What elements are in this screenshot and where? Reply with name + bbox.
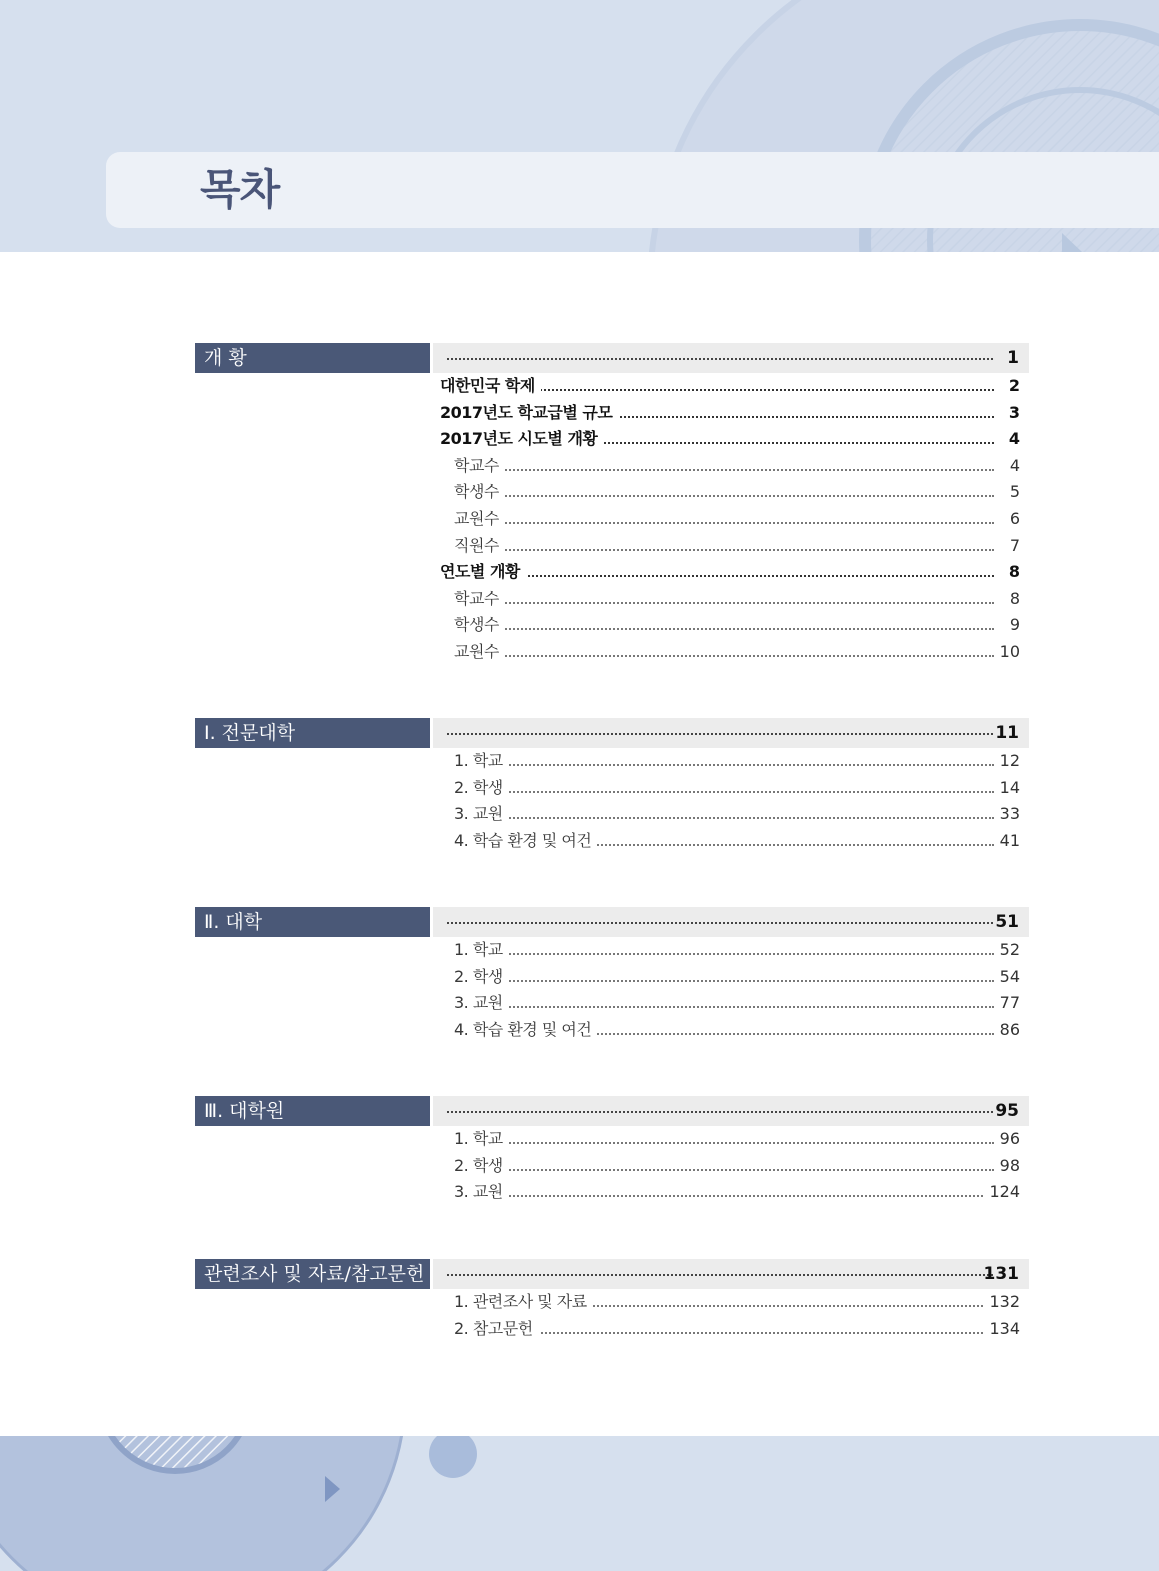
- header-band: [0, 0, 1159, 252]
- toc-entry[interactable]: [454, 1126, 1020, 1152]
- toc-entry-label: 4. 학습 환경 및 여건: [454, 1017, 597, 1043]
- toc-entry-label: 교원수: [454, 639, 505, 665]
- dot-leader: [454, 495, 994, 497]
- toc-entry-label: 교원수: [454, 506, 505, 532]
- toc-entry-page-number: 2: [1005, 373, 1020, 399]
- toc-entry[interactable]: [454, 937, 1020, 963]
- toc-entry-page-number: 124: [985, 1179, 1020, 1205]
- toc-entry[interactable]: [440, 400, 1020, 426]
- page-title: 목차: [200, 165, 280, 214]
- toc-entry-label: 3. 교원: [454, 1179, 509, 1205]
- toc-entry-page-number: 54: [996, 964, 1020, 990]
- dot-leader: [454, 522, 994, 524]
- toc-entry-page-number: 9: [1006, 612, 1020, 638]
- toc-entry[interactable]: [454, 533, 1020, 559]
- toc-entry-page-number: 8: [1005, 559, 1020, 585]
- section-page-number: 51: [995, 912, 1019, 932]
- toc-entry-page-number: 14: [996, 775, 1020, 801]
- toc-entry-page-number: 134: [985, 1316, 1020, 1342]
- toc-entry-page-number: 4: [1006, 453, 1020, 479]
- section-heading-row[interactable]: [433, 718, 1029, 748]
- toc-entry-page-number: 132: [985, 1289, 1020, 1315]
- toc-entry-label: 대한민국 학제: [440, 373, 541, 399]
- toc-entry-page-number: 77: [996, 990, 1020, 1016]
- toc-entry-page-number: 12: [996, 748, 1020, 774]
- dot-leader: [454, 602, 994, 604]
- toc-entry-label: 학생수: [454, 612, 505, 638]
- dot-leader: [447, 358, 993, 360]
- section-label: 관련조사 및 자료/참고문헌: [195, 1259, 430, 1289]
- toc-entry-label: 2. 참고문헌: [454, 1316, 539, 1342]
- toc-entry-label: 1. 관련조사 및 자료: [454, 1289, 593, 1315]
- toc-entry[interactable]: [454, 990, 1020, 1016]
- toc-entry-page-number: 4: [1005, 426, 1020, 452]
- toc-entry-page-number: 33: [996, 801, 1020, 827]
- footer-band: [0, 1436, 1159, 1571]
- dot-leader: [454, 791, 994, 793]
- toc-entry-label: 3. 교원: [454, 990, 509, 1016]
- toc-entry-label: 학생수: [454, 479, 505, 505]
- toc-entry-label: 3. 교원: [454, 801, 509, 827]
- section-label: Ⅰ. 전문대학: [195, 718, 430, 748]
- dot-leader: [454, 549, 994, 551]
- toc-entry[interactable]: [454, 1289, 1020, 1315]
- toc-entry[interactable]: [454, 1316, 1020, 1342]
- section-heading-row[interactable]: [433, 907, 1029, 937]
- toc-entry[interactable]: [440, 559, 1020, 585]
- dot-leader: [454, 1006, 994, 1008]
- dot-leader: [454, 1142, 994, 1144]
- toc-entry-label: 4. 학습 환경 및 여건: [454, 828, 597, 854]
- dot-leader: [447, 1111, 993, 1113]
- toc-entry-label: 2. 학생: [454, 1153, 509, 1179]
- dot-leader: [447, 922, 993, 924]
- dot-leader: [454, 953, 994, 955]
- section-heading-row[interactable]: [433, 1259, 1029, 1289]
- toc-entry-label: 1. 학교: [454, 1126, 509, 1152]
- toc-entry[interactable]: [454, 506, 1020, 532]
- toc-entry[interactable]: [454, 964, 1020, 990]
- toc-entry[interactable]: [454, 1179, 1020, 1205]
- toc-entry-label: 학교수: [454, 586, 505, 612]
- toc-entry[interactable]: [440, 426, 1020, 452]
- decorative-circles-bottom: [0, 1436, 1159, 1571]
- toc-entry[interactable]: [454, 479, 1020, 505]
- toc-entry-label: 직원수: [454, 533, 505, 559]
- toc-entry[interactable]: [454, 612, 1020, 638]
- section-label: Ⅲ. 대학원: [195, 1096, 430, 1126]
- toc-entry-page-number: 98: [996, 1153, 1020, 1179]
- toc-entry-page-number: 86: [996, 1017, 1020, 1043]
- toc-entry-label: 1. 학교: [454, 937, 509, 963]
- toc-entry[interactable]: [454, 1153, 1020, 1179]
- toc-entry-label: 학교수: [454, 453, 505, 479]
- toc-entry-page-number: 52: [996, 937, 1020, 963]
- dot-leader: [447, 1274, 993, 1276]
- dot-leader: [454, 655, 994, 657]
- toc-entry-page-number: 96: [996, 1126, 1020, 1152]
- section-heading-row[interactable]: [433, 343, 1029, 373]
- toc-entry[interactable]: [454, 801, 1020, 827]
- toc-entry[interactable]: [454, 748, 1020, 774]
- dot-leader: [454, 469, 994, 471]
- toc-entry[interactable]: [454, 775, 1020, 801]
- toc-entry-page-number: 7: [1006, 533, 1020, 559]
- section-heading-row[interactable]: [433, 1096, 1029, 1126]
- toc-entry[interactable]: [440, 373, 1020, 399]
- toc-entry-label: 2017년도 시도별 개황: [440, 426, 603, 452]
- toc-entry[interactable]: [454, 586, 1020, 612]
- toc-entry[interactable]: [454, 828, 1020, 854]
- toc-entry-page-number: 5: [1006, 479, 1020, 505]
- toc-entry-label: 2. 학생: [454, 775, 509, 801]
- toc-entry-label: 연도별 개황: [440, 559, 526, 585]
- dot-leader: [454, 980, 994, 982]
- toc-entry-label: 2. 학생: [454, 964, 509, 990]
- section-page-number: 95: [995, 1101, 1019, 1121]
- toc-entry-page-number: 10: [996, 639, 1020, 665]
- toc-entry-page-number: 3: [1005, 400, 1020, 426]
- toc-entry-label: 1. 학교: [454, 748, 509, 774]
- section-page-number: 131: [983, 1264, 1019, 1284]
- section-page-number: 1: [1007, 348, 1019, 368]
- dot-leader: [454, 1169, 994, 1171]
- toc-entry-page-number: 41: [996, 828, 1020, 854]
- section-label: Ⅱ. 대학: [195, 907, 430, 937]
- toc-entry[interactable]: [454, 639, 1020, 665]
- dot-leader: [454, 817, 994, 819]
- toc-entry-page-number: 8: [1006, 586, 1020, 612]
- dot-leader: [454, 764, 994, 766]
- section-label: 개 황: [195, 343, 430, 373]
- toc-entry-label: 2017년도 학교급별 규모: [440, 400, 618, 426]
- toc-entry[interactable]: [454, 1017, 1020, 1043]
- dot-leader: [454, 1195, 994, 1197]
- dot-leader: [454, 628, 994, 630]
- section-page-number: 11: [995, 723, 1019, 743]
- toc-entry[interactable]: [454, 453, 1020, 479]
- dot-leader: [447, 733, 993, 735]
- toc-entry-page-number: 6: [1006, 506, 1020, 532]
